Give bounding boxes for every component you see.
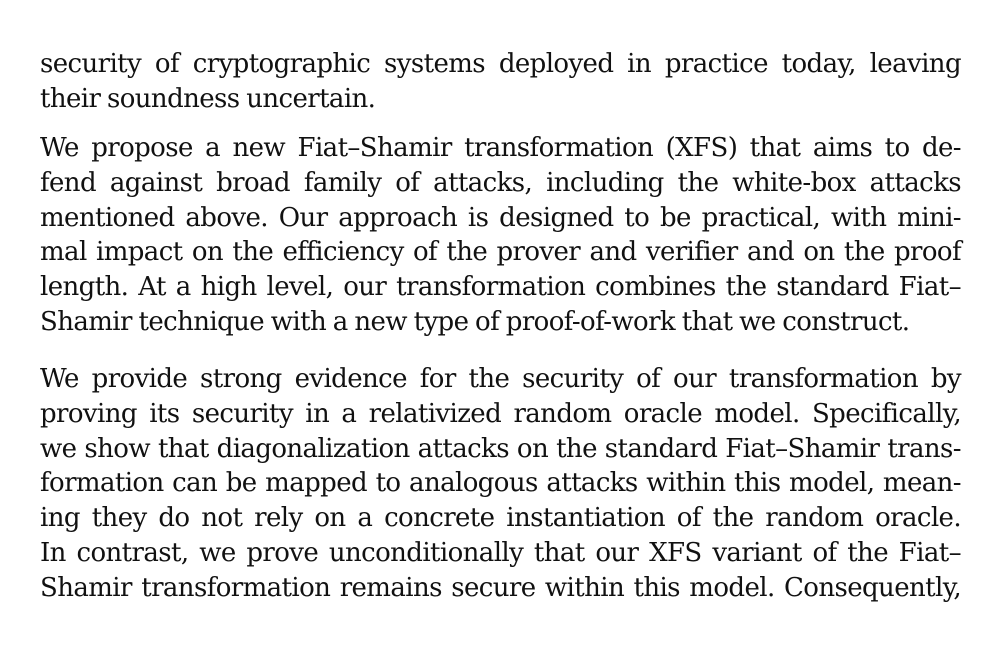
text-line: proving its security in a relativized random oracle model. Specifically, <box>40 398 961 429</box>
text-line: Shamir transformation remains secure within this model. Consequently, <box>40 572 961 603</box>
text-line: In contrast, we prove unconditionally that our XFS variant of the Fiat– <box>40 537 961 568</box>
text-line: security of cryptographic systems deployed in practice today, leaving <box>40 49 961 79</box>
text-line: mentioned above. Our approach is designed to be practical, with mini- <box>40 202 961 233</box>
text-line: we show that diagonalization attacks on the standard Fiat–Shamir trans- <box>40 433 961 464</box>
paragraph-intro-continuation <box>40 47 961 117</box>
text-line: Shamir technique with a new type of proof-of-work that we construct. <box>40 306 910 337</box>
text-line: mal impact on the efficiency of the prover and verifier and on the proof <box>40 237 961 268</box>
text-line: length. At a high level, our transformation combines the standard Fiat– <box>40 272 961 303</box>
paragraph-security-evidence <box>40 362 961 606</box>
text-line: their soundness uncertain. <box>40 83 376 114</box>
text-line: fend against broad family of attacks, including the white-box attacks <box>40 167 961 198</box>
text-line: formation can be mapped to analogous attacks within this model, mean- <box>40 468 961 499</box>
text-line: We provide strong evidence for the security of our transformation by <box>40 364 961 394</box>
text-line: We propose a new Fiat–Shamir transformation (XFS) that aims to de- <box>40 133 961 163</box>
paragraph-xfs-proposal <box>40 131 961 340</box>
text-line: ing they do not rely on a concrete instantiation of the random oracle. <box>40 503 961 534</box>
